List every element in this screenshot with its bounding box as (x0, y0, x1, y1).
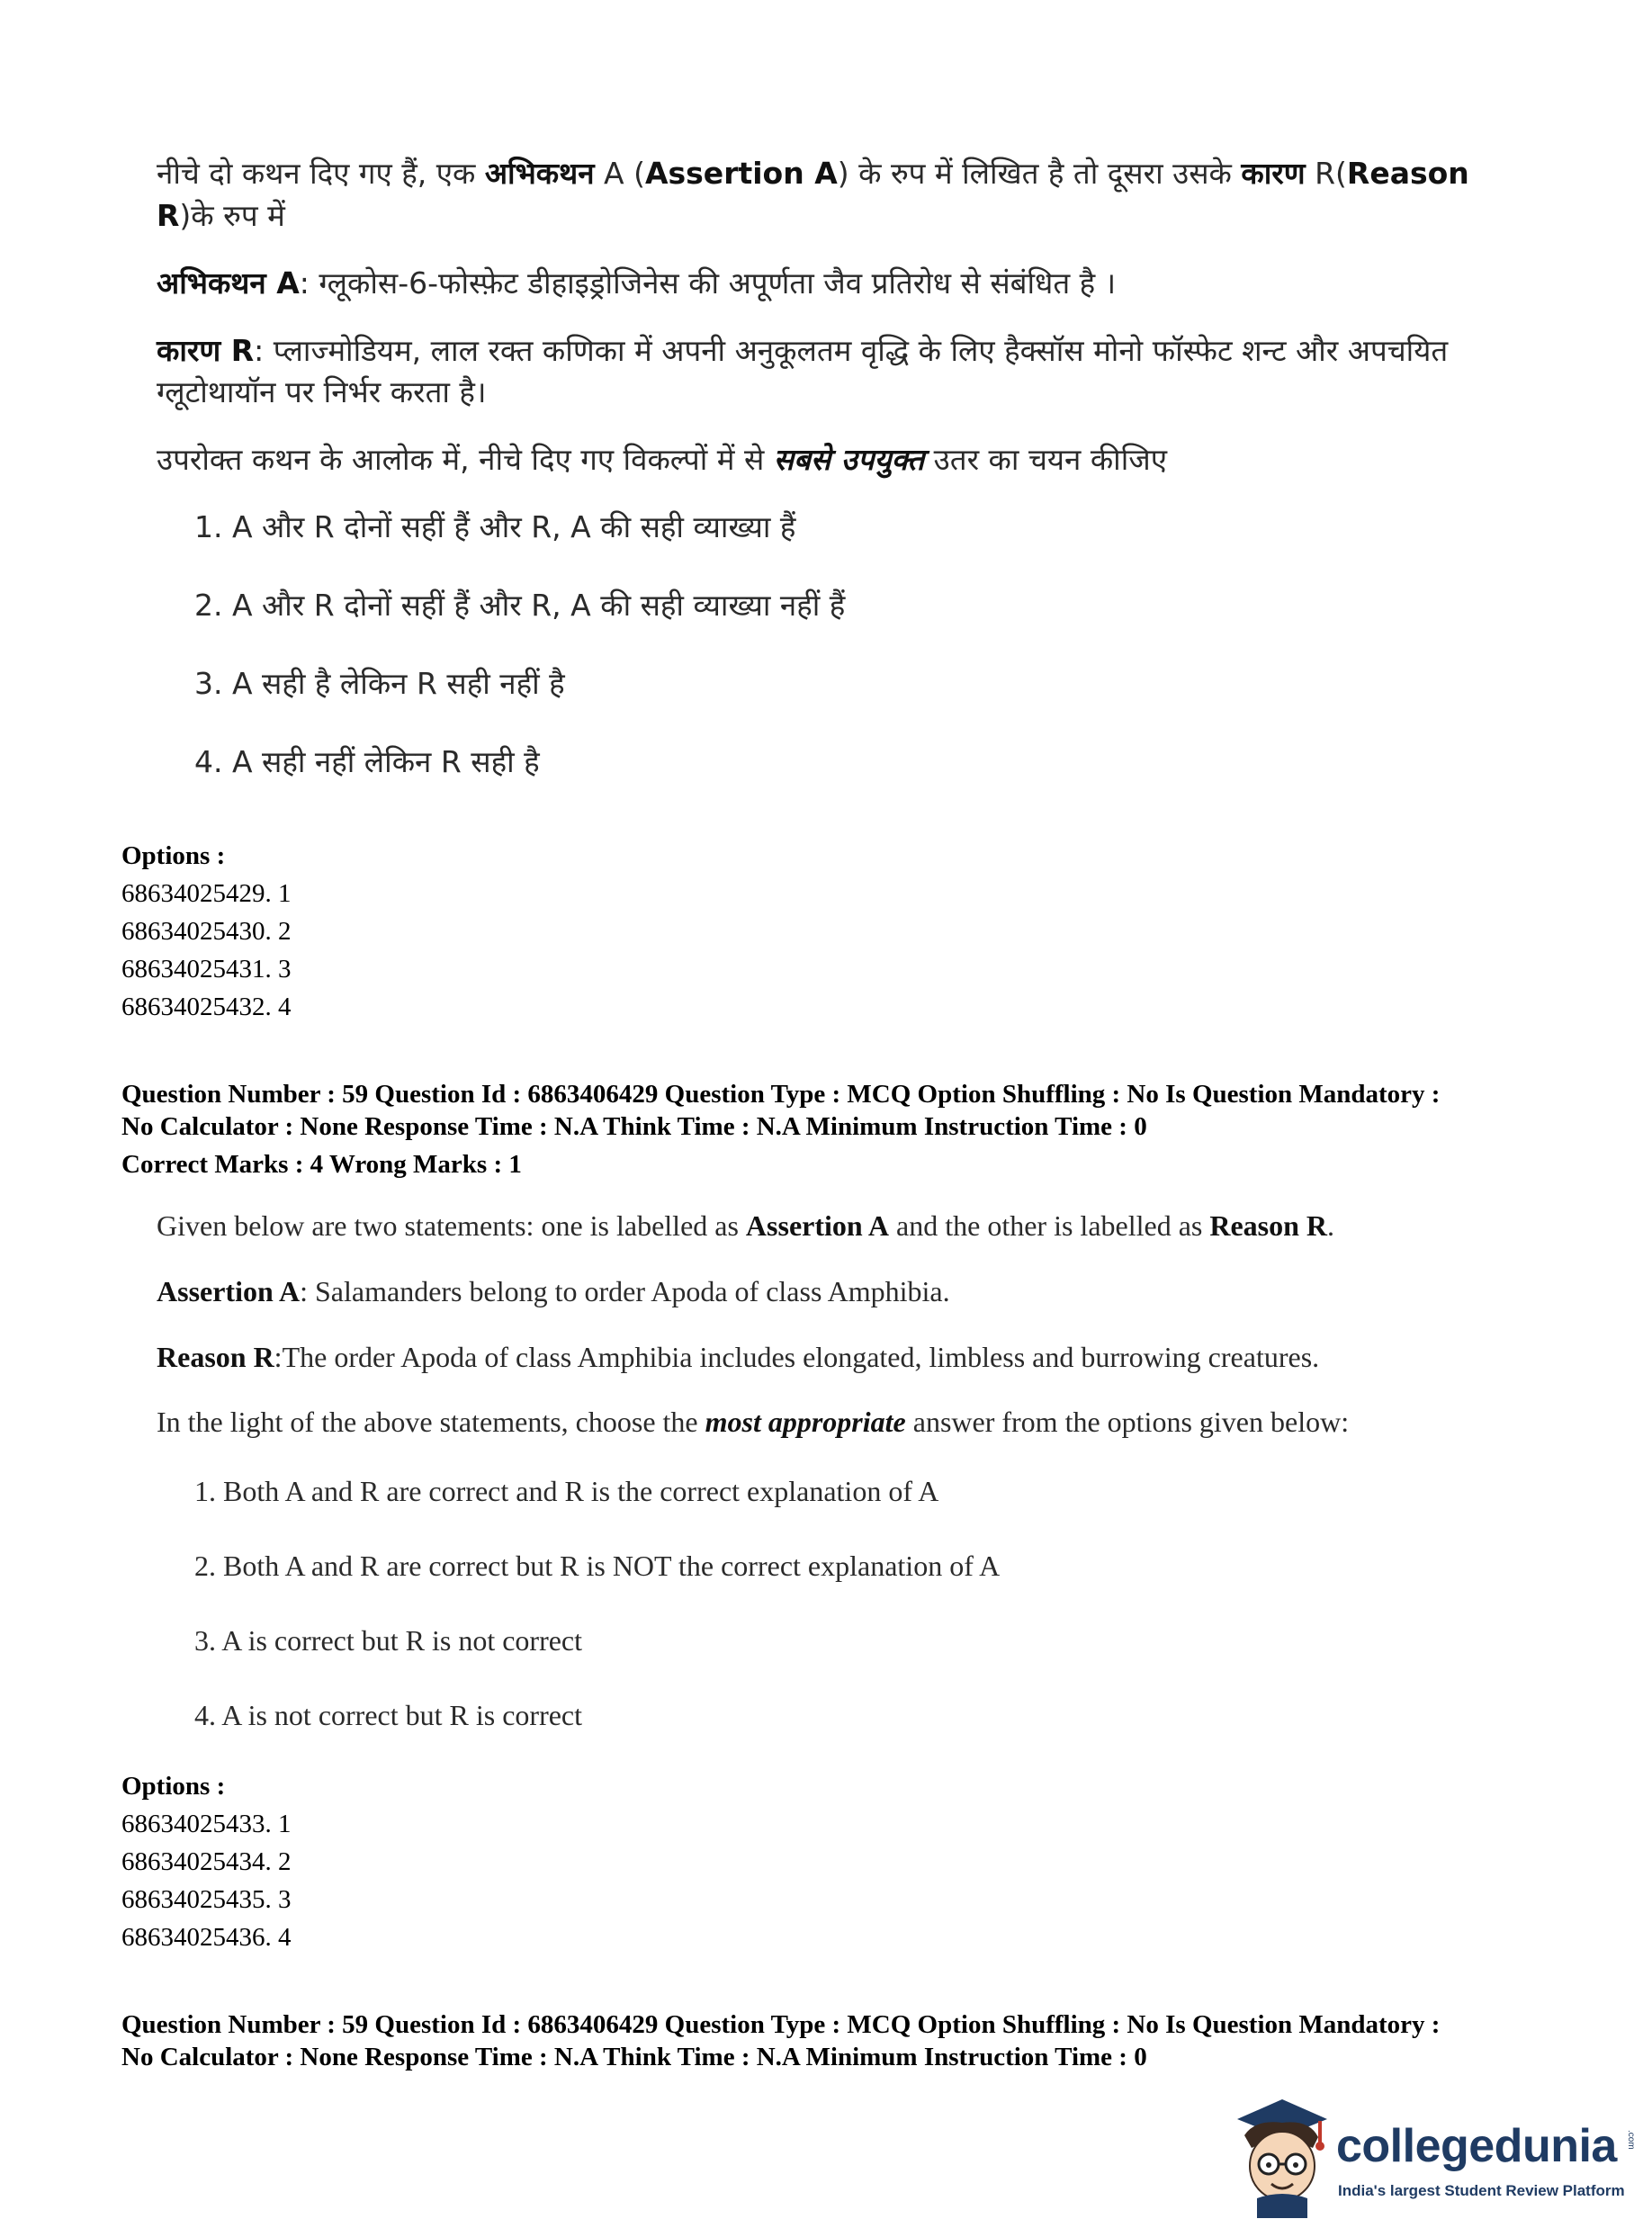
logo-tagline: India's largest Student Review Platform (1338, 2182, 1625, 2199)
question-meta-1 (121, 1078, 1440, 1181)
option-id: 68634025435. 3 (121, 1885, 292, 1914)
english-choice: 4. A is not correct but R is correct (194, 1698, 583, 1731)
option-id: 68634025436. 4 (121, 1923, 292, 1952)
hindi-question (157, 153, 1506, 820)
hindi-instruction: उपरोक्त कथन के आलोक में, नीचे दिए गए विकल्पों में से सबसे उपयुक्त उतर का चयन कीजिए (157, 442, 1168, 478)
options-block-1 (121, 837, 292, 1026)
option-id: 68634025433. 1 (121, 1810, 292, 1838)
hindi-intro: नीचे दो कथन दिए गए हैं, एक अभिकथन A (Assertion A) के रुप में लिखित है तो दूसरा उसके कारण R(Reason R)के रुप में (157, 156, 1469, 233)
english-instruction: In the light of the above statements, choose the most appropriate answer from the options given below: (157, 1406, 1350, 1439)
meta-line: No Calculator : None Response Time : N.A Think Time : N.A Minimum Instruction Time : 0 (121, 1112, 1147, 1141)
english-choice: 1. Both A and R are correct and R is the correct explanation of A (194, 1475, 939, 1508)
options-block-2 (121, 1767, 292, 1956)
logo-suffix: .com (1626, 2130, 1636, 2150)
english-choice-list (157, 1471, 1506, 1735)
options-label: Options : (121, 841, 226, 870)
english-choice: 2. Both A and R are correct but R is NOT the correct explanation of A (194, 1549, 1001, 1582)
hindi-reason: कारण R: प्लाज्मोडियम, लाल रक्त कणिका में अपनी अनुकूलतम वृद्धि के लिए हैक्सॉस मोनो फॉस्फेट शन्ट और अपचयित ग्लूटोथायॉन पर निर्भर करता है। (157, 332, 1449, 410)
options-label: Options : (121, 1772, 226, 1801)
english-intro: Given below are two statements: one is labelled as Assertion A and the other is labelled as Reason R. (157, 1209, 1335, 1242)
hindi-choice: 3. A सही है लेकिन R सही नहीं है (194, 665, 565, 701)
collegedunia-logo[interactable] (1219, 2092, 1636, 2218)
option-id: 68634025429. 1 (121, 879, 292, 908)
logo-wordmark: collegedunia (1336, 2120, 1617, 2172)
option-id: 68634025432. 4 (121, 993, 292, 1021)
option-id: 68634025431. 3 (121, 955, 292, 984)
student-mascot-icon (1219, 2092, 1336, 2218)
english-reason: Reason R:The order Apoda of class Amphibia includes elongated, limbless and burrowing creatures. (157, 1340, 1320, 1373)
hindi-choice: 2. A और R दोनों सहीं हैं और R, A की सही व्याख्या नहीं हैं (194, 588, 846, 624)
hindi-choice: 4. A सही नहीं लेकिन R सही है (194, 743, 540, 779)
english-choice: 3. A is correct but R is not correct (194, 1623, 583, 1657)
meta-line: Question Number : 59 Question Id : 6863406429 Question Type : MCQ Option Shuffling : No Is Question Mandatory : (121, 1080, 1441, 1109)
english-question (157, 1206, 1506, 1769)
meta-line: No Calculator : None Response Time : N.A Think Time : N.A Minimum Instruction Time : 0 (121, 2043, 1147, 2071)
english-assertion: Assertion A: Salamanders belong to order Apoda of class Amphibia. (157, 1274, 950, 1307)
question-meta-2 (121, 2008, 1440, 2073)
hindi-assertion: अभिकथन A: ग्लूकोस-6-फोस्फ़ेट डीहाइड्रोजिनेस की अपूर्णता जैव प्रतिरोध से संबंधित है । (157, 265, 1117, 301)
meta-line: Question Number : 59 Question Id : 6863406429 Question Type : MCQ Option Shuffling : No Is Question Mandatory : (121, 2010, 1441, 2039)
option-id: 68634025430. 2 (121, 917, 292, 946)
hindi-choice-list (157, 507, 1506, 783)
option-id: 68634025434. 2 (121, 1847, 292, 1876)
hindi-choice: 1. A और R दोनों सहीं हैं और R, A की सही व्याख्या हैं (194, 509, 796, 545)
marks-line: Correct Marks : 4 Wrong Marks : 1 (121, 1150, 522, 1179)
